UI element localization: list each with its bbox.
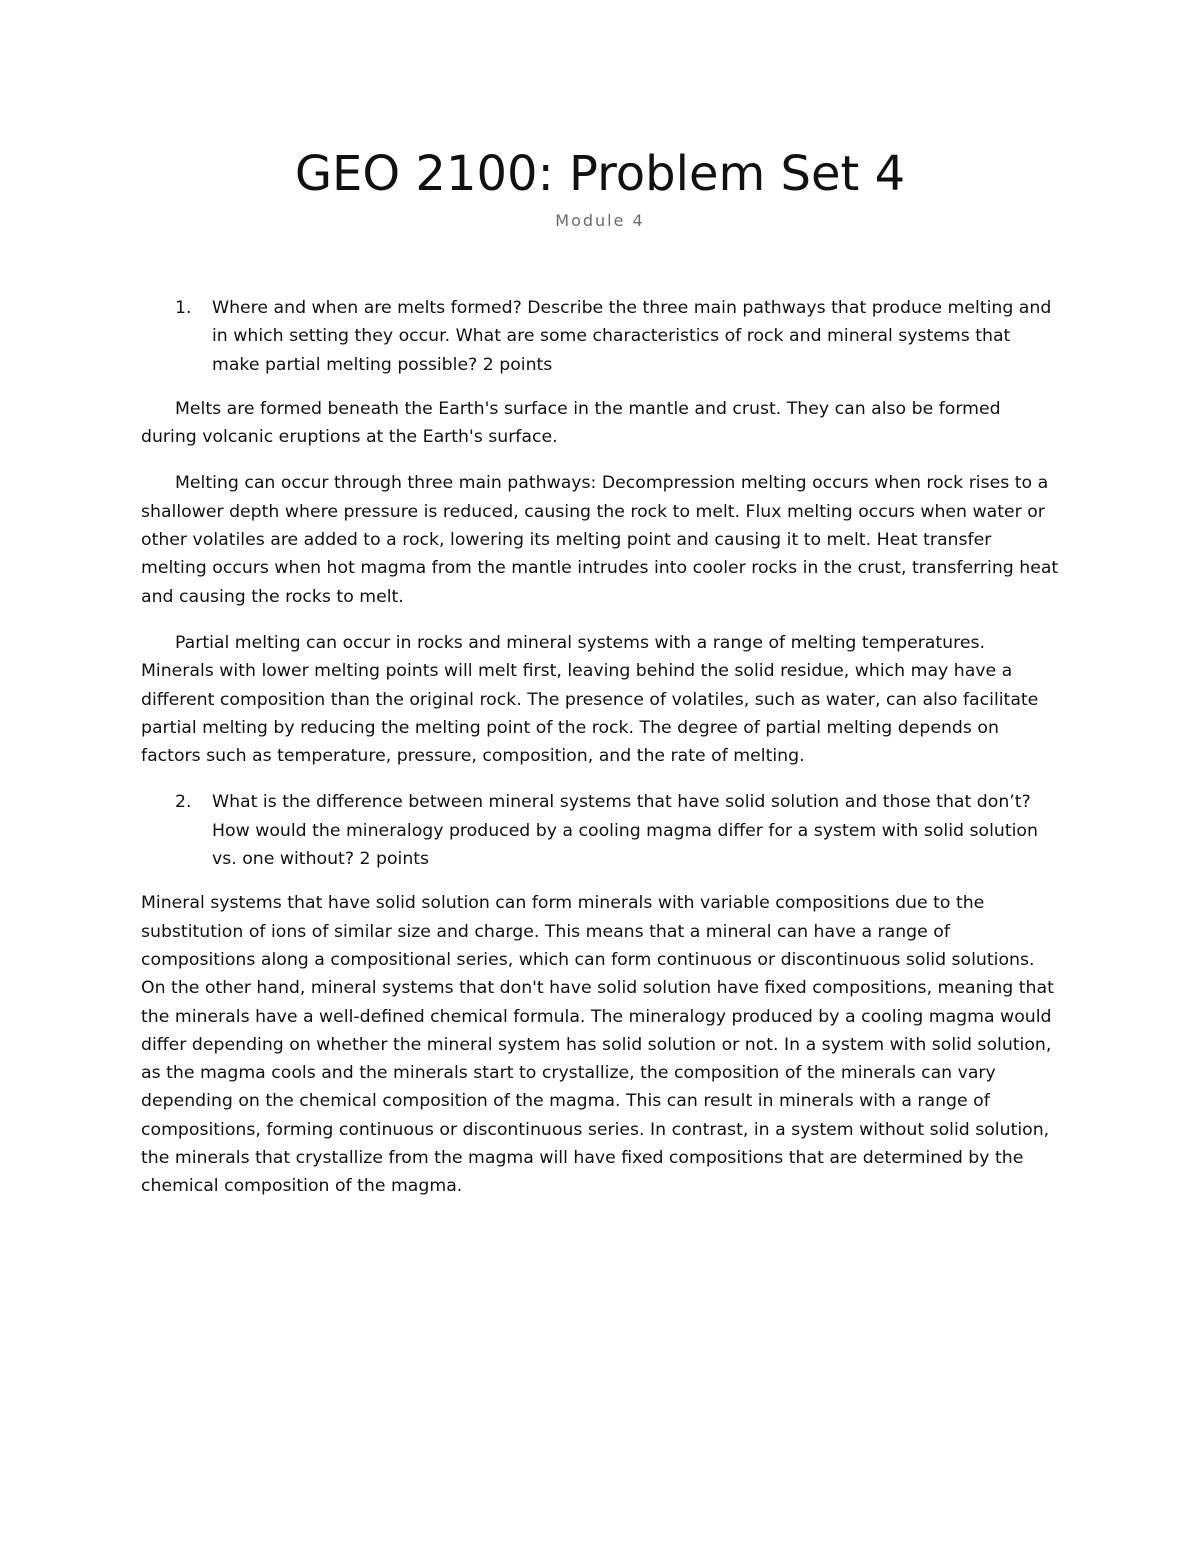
question-1 <box>141 294 1061 379</box>
question-number: 1. <box>175 298 192 318</box>
question-text: Where and when are melts formed? Describe the three main pathways that produce melting and in which setting they occur. What are some characteristics of rock and mineral systems that make partial melting possible? 2 points <box>212 298 1052 375</box>
question-number: 2. <box>175 792 192 813</box>
question-2 <box>141 788 1061 873</box>
document-subtitle: Module 4 <box>555 211 645 230</box>
answer-paragraph: Mineral systems that have solid solution can form minerals with variable compositions due to the substitution of ions of similar size and charge. This means that a mineral can have a range of compositions along a compositional series, which can form continuous or discontinuous solid solutions. On the other hand, mineral systems that don't have solid solution have fixed compositions, meaning that the minerals have a well-defined chemical formula. The mineralogy produced by a cooling magma would differ depending on whether the mineral system has solid solution or not. In a system with solid solution, as the magma cools and the minerals start to crystallize, the composition of the minerals can vary depending on the chemical composition of the magma. This can result in minerals with a range of compositions, forming continuous or discontinuous series. In contrast, in a system without solid solution, the minerals that crystallize from the magma will have fixed compositions that are determined by the chemical composition of the magma. <box>141 893 1054 1197</box>
answer-paragraph: Melting can occur through three main pathways: Decompression melting occurs when rock rises to a shallower depth where pressure is reduced, causing the rock to melt. Flux melting occurs when water or other volatiles are added to a rock, lowering its melting point and causing it to melt. Heat transfer melting occurs when hot magma from the mantle intrudes into cooler rocks in the crust, transferring heat and causing the rocks to melt. <box>141 473 1059 607</box>
document-body <box>141 294 1061 1201</box>
answer-paragraph: Melts are formed beneath the Earth's surface in the mantle and crust. They can also be formed during volcanic eruptions at the Earth's surface. <box>141 398 1001 448</box>
answer-paragraph: Partial melting can occur in rocks and mineral systems with a range of melting temperatures. Minerals with lower melting points will melt first, leaving behind the solid residue, which may have a different composition than the original rock. The presence of volatiles, such as water, can also facilitate partial melting by reducing the melting point of the rock. The degree of partial melting depends on factors such as temperature, pressure, composition, and the rate of melting. <box>141 632 1039 767</box>
question-text: What is the difference between mineral systems that have solid solution and those that don’t? How would the mineralogy produced by a cooling magma differ for a system with solid solution vs. one without? 2 points <box>212 792 1038 870</box>
document-title: GEO 2100: Problem Set 4 <box>294 146 906 202</box>
